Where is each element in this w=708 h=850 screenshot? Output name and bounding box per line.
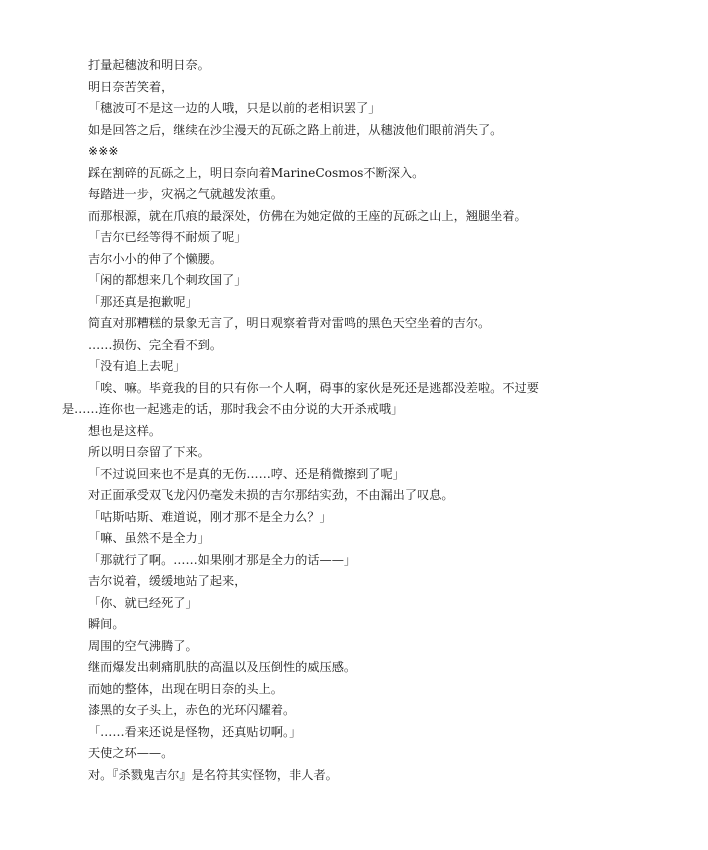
paragraph: 对。『杀戮鬼吉尔』是名符其实怪物，非人者。	[88, 767, 338, 782]
paragraph: 而那根源，就在爪痕的最深处，仿佛在为她定做的王座的瓦砾之山上，翘腿坐着。	[88, 208, 527, 223]
paragraph: 吉尔说着，缓缓地站了起来，	[88, 574, 247, 588]
document-body	[62, 55, 562, 786]
paragraph: 「没有追上去呢」	[88, 359, 186, 373]
paragraph: 「穗波可不是这一边的人哦，只是以前的老相识罢了」	[88, 101, 381, 115]
paragraph: 周围的空气沸腾了。	[88, 638, 198, 653]
paragraph: 「咕斯咕斯、难道说，刚才那不是全力么？」	[88, 509, 332, 524]
scene-break: ※※※	[88, 144, 119, 158]
paragraph: 「不过说回来也不是真的无伤……哼、还是稍微擦到了呢」	[88, 466, 405, 481]
paragraph: 明日奈苦笑着，	[88, 79, 174, 94]
paragraph: 踩在割碎的瓦砾之上，明日奈向着MarineCosmos不断深入。	[88, 165, 425, 180]
paragraph: 「那还真是抱歉呢」	[88, 294, 198, 309]
paragraph: 简直对那糟糕的景象无言了，明日观察着背对雷鸣的黑色天空坐着的吉尔。	[88, 316, 491, 330]
paragraph: 「嘛、虽然不是全力」	[88, 531, 210, 545]
paragraph: 吉尔小小的伸了个懒腰。	[88, 251, 223, 266]
paragraph: 漆黑的女子头上，赤色的光环闪耀着。	[88, 703, 296, 717]
paragraph: 「吉尔已经等得不耐烦了呢」	[88, 230, 247, 244]
paragraph: 「那就行了啊。……如果刚才那是全力的话——」	[88, 552, 357, 567]
paragraph: ……损伤、完全看不到。	[88, 337, 223, 352]
paragraph: 「唉、嘛。毕竟我的目的只有你一个人啊，碍事的家伙是死还是逃都没差啦。不过要是……连你也一起逃走的话，那时我会不由分说的大开杀戒哦」	[62, 380, 539, 416]
paragraph: 每踏进一步，灾祸之气就越发浓重。	[88, 187, 283, 201]
paragraph: 对正面承受双飞龙闪仍毫发未损的吉尔那结实劲，不由漏出了叹息。	[88, 488, 454, 502]
paragraph: 而她的整体，出现在明日奈的头上。	[88, 681, 283, 696]
paragraph: 所以明日奈留了下来。	[88, 445, 210, 459]
paragraph: 打量起穗波和明日奈。	[88, 58, 210, 72]
paragraph: 天使之环——。	[88, 746, 174, 760]
paragraph: 如是回答之后，继续在沙尘漫天的瓦砾之路上前进，从穗波他们眼前消失了。	[88, 122, 503, 137]
paragraph: 「……看来还说是怪物，还真贴切啊。」	[88, 724, 302, 739]
paragraph: 「你、就已经死了」	[88, 595, 198, 610]
paragraph: 继而爆发出刺痛肌肤的高温以及压倒性的威压感。	[88, 660, 357, 674]
paragraph: 瞬间。	[88, 617, 125, 631]
paragraph: 想也是这样。	[88, 423, 162, 438]
paragraph: 「闲的都想来几个刺玫国了」	[88, 273, 247, 287]
